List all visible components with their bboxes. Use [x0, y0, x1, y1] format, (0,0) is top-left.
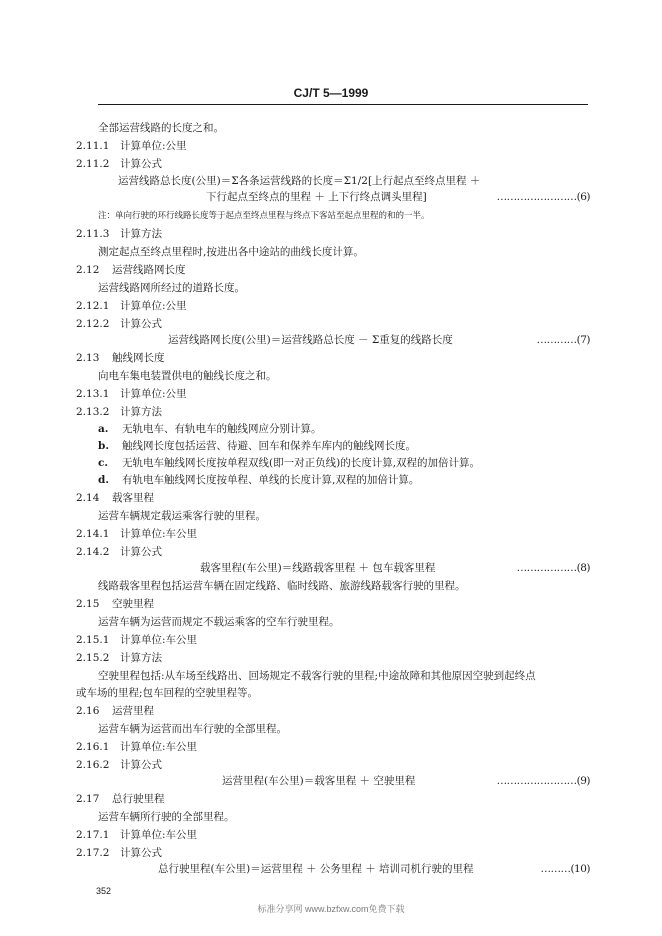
clause-text: 计算单位:公里	[120, 140, 187, 152]
clause-2-13-1	[76, 387, 187, 401]
list-letter: a.	[98, 423, 109, 435]
clause-text: 计算方法	[120, 406, 162, 418]
list-letter: c.	[98, 457, 109, 469]
clause-text: 计算单位:车公里	[120, 528, 198, 540]
section-title: 运营里程	[112, 705, 154, 717]
list-text: 无轨电车、有轨电车的触线网应分别计算。	[122, 423, 322, 435]
list-item-b	[98, 439, 416, 453]
section-number: 2.14	[76, 492, 100, 504]
paragraph: 全部运营线路的长度之和。	[98, 122, 224, 134]
section-title: 总行驶里程	[112, 793, 165, 805]
clause-number: 2.14.2	[76, 546, 110, 558]
section-number: 2.12	[76, 264, 100, 276]
paragraph-continuation: 或车场的里程;包车回程的空驶里程等。	[76, 687, 259, 699]
page-number: 352	[96, 886, 112, 896]
clause-text: 计算公式	[120, 847, 162, 859]
clause-2-16-1	[76, 740, 197, 754]
clause-number: 2.13.2	[76, 406, 110, 418]
paragraph: 向电车集电装置供电的触线长度之和。	[98, 370, 277, 382]
section-2-14	[76, 491, 154, 505]
section-number: 2.17	[76, 793, 100, 805]
clause-2-15-2	[76, 651, 162, 665]
clause-2-14-2	[76, 545, 162, 559]
clause-number: 2.15.2	[76, 652, 110, 664]
clause-2-11-2	[76, 157, 162, 171]
section-title: 运营线路网长度	[112, 264, 186, 276]
paragraph: 运营车辆为运营而规定不载运乘客的空车行驶里程。	[98, 616, 340, 628]
clause-text: 计算单位:车公里	[120, 741, 198, 753]
list-letter: b.	[98, 440, 109, 452]
clause-number: 2.12.2	[76, 318, 110, 330]
section-2-12	[76, 263, 186, 277]
section-title: 载客里程	[112, 492, 154, 504]
formula-6-line2: 下行起点至终点的里程 ＋ 上下行终点调头里程]	[206, 191, 427, 203]
section-number: 2.15	[76, 598, 100, 610]
clause-2-13-2	[76, 405, 162, 419]
clause-text: 计算公式	[120, 759, 162, 771]
list-text: 无轨电车触线网长度按单程双线(即一对正负线)的长度计算,双程的加倍计算。	[122, 457, 481, 469]
clause-number: 2.14.1	[76, 528, 110, 540]
clause-number: 2.17.2	[76, 847, 110, 859]
clause-text: 计算公式	[120, 546, 162, 558]
clause-number: 2.11.1	[76, 140, 110, 152]
paragraph: 运营线路网所经过的道路长度。	[98, 282, 245, 294]
formula-9: 运营里程(车公里)＝载客里程 ＋ 空驶里程	[222, 775, 416, 787]
formula-10: 总行驶里程(车公里)＝运营里程 ＋ 公务里程 ＋ 培训司机行驶的里程	[158, 863, 474, 875]
clause-2-12-2	[76, 317, 162, 331]
formula-6-number: ……………………(6)	[496, 191, 590, 203]
list-text: 触线网长度包括运营、待避、回车和保养车库内的触线网长度。	[122, 440, 416, 452]
clause-number: 2.15.1	[76, 634, 110, 646]
list-item-d	[98, 473, 419, 487]
clause-number: 2.16.2	[76, 759, 110, 771]
clause-number: 2.13.1	[76, 388, 110, 400]
clause-number: 2.12.1	[76, 300, 110, 312]
formula-10-number: ………(10)	[540, 863, 590, 875]
clause-text: 计算单位:车公里	[120, 634, 198, 646]
section-number: 2.16	[76, 705, 100, 717]
formula-8: 载客里程(车公里)＝线路载客里程 ＋ 包车载客里程	[200, 562, 436, 574]
list-item-c	[98, 456, 480, 470]
clause-number: 2.17.1	[76, 829, 110, 841]
clause-number: 2.11.3	[76, 228, 110, 240]
paragraph: 线路载客里程包括运营车辆在固定线路、临时线路、旅游线路载客行驶的里程。	[98, 580, 466, 592]
clause-2-15-1	[76, 633, 197, 647]
note: 注：单向行驶的环行线路长度等于起点至终点里程与终点下客站至起点里程的和的一半。	[98, 211, 430, 221]
section-2-15	[76, 597, 154, 611]
formula-7: 运营线路网长度(公里)＝运营线路总长度 － Σ重复的线路长度	[168, 334, 453, 346]
section-title: 触线网长度	[112, 352, 165, 364]
formula-8-number: ………………(8)	[516, 562, 590, 574]
clause-text: 计算方法	[120, 652, 162, 664]
list-text: 有轨电车触线网长度按单程、单线的长度计算,双程的加倍计算。	[122, 474, 420, 486]
paragraph: 运营车辆规定载运乘客行驶的里程。	[98, 510, 266, 522]
section-number: 2.13	[76, 352, 100, 364]
header-rule	[98, 104, 588, 105]
clause-2-16-2	[76, 758, 162, 772]
clause-2-17-1	[76, 828, 197, 842]
formula-6-line1: 运营线路总长度(公里)＝Σ各条运营线路的长度＝Σ1/2[上行起点至终点里程 ＋	[118, 175, 481, 187]
paragraph: 运营车辆为运营而出车行驶的全部里程。	[98, 723, 287, 735]
clause-text: 计算单位:车公里	[120, 829, 198, 841]
list-letter: d.	[98, 474, 109, 486]
clause-text: 计算单位:公里	[120, 388, 187, 400]
section-2-16	[76, 704, 154, 718]
clause-2-11-3	[76, 227, 162, 241]
paragraph: 运营车辆所行驶的全部里程。	[98, 811, 235, 823]
formula-9-number: ……………………(9)	[496, 775, 590, 787]
clause-number: 2.11.2	[76, 158, 110, 170]
paragraph: 空驶里程包括:从车场至线路出、回场规定不载客行驶的里程;中途故障和其他原因空驶到起终点	[98, 670, 536, 682]
clause-text: 计算公式	[120, 158, 162, 170]
section-title: 空驶里程	[112, 598, 154, 610]
clause-text: 计算方法	[120, 228, 162, 240]
list-item-a	[98, 422, 322, 436]
formula-7-number: …………(7)	[536, 334, 590, 346]
clause-2-12-1	[76, 299, 187, 313]
clause-2-17-2	[76, 846, 162, 860]
page-header: CJ/T 5—1999	[293, 86, 369, 100]
footer-watermark: 标准分享网 www.bzfxw.com免费下载	[257, 904, 405, 914]
section-2-17	[76, 792, 165, 806]
clause-number: 2.16.1	[76, 741, 110, 753]
clause-2-11-1	[76, 139, 187, 153]
paragraph: 测定起点至终点里程时,按进出各中途站的曲线长度计算。	[98, 246, 364, 258]
clause-text: 计算单位:公里	[120, 300, 187, 312]
clause-2-14-1	[76, 527, 197, 541]
section-2-13	[76, 351, 165, 365]
clause-text: 计算公式	[120, 318, 162, 330]
